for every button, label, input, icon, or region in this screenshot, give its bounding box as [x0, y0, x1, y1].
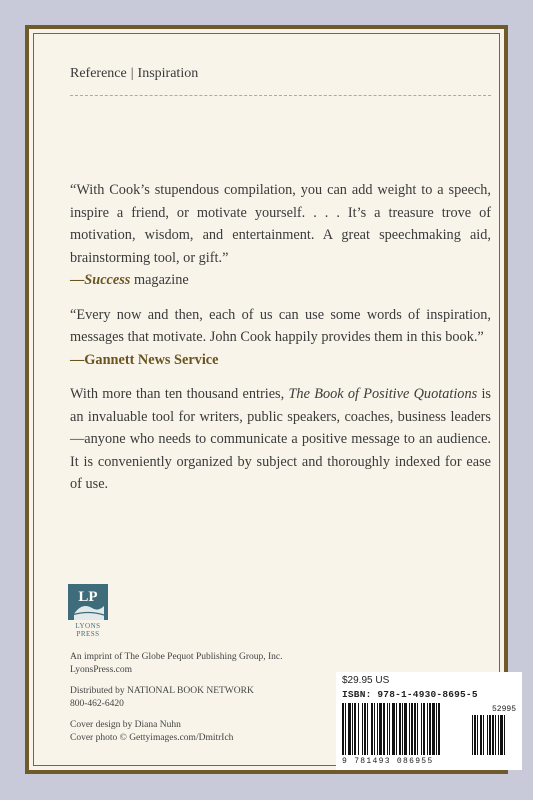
quote-gannett [70, 304, 491, 372]
barcode-number: 9 781493 086955 [342, 757, 434, 766]
quote-text: “Every now and then, each of us can use some words of inspiration, messages that motivate. John Cook happily provides them in this book.” [70, 306, 491, 345]
cover-photo-credit: Cover photo © Gettyimages.com/DmitrIch [70, 733, 234, 743]
quote-attribution: —Success magazine [70, 272, 189, 288]
imprint-info [70, 651, 330, 753]
website-text: LyonsPress.com [70, 665, 133, 675]
quote-attribution: —Gannett News Service [70, 351, 219, 368]
cream-panel [33, 33, 517, 766]
quote-text: “With Cook’s stupendous compilation, you can add weight to a speech, inspire a friend, or motivate yourself. . . . It’s a treasure trove of motivation, wisdom, and entertainment. A great speechmaking aid, brainstorming tool, or gift.” [70, 182, 491, 266]
barcode-bars [342, 703, 518, 757]
quote-success [70, 179, 491, 292]
svg-text:LYONS: LYONS [75, 622, 101, 630]
book-title: The Book of Positive Quotations [288, 386, 478, 402]
cover-design-credit: Cover design by Diana Nuhn [70, 720, 181, 730]
price-code: 52995 [492, 705, 517, 714]
category-label: Reference | Inspiration [70, 66, 199, 81]
blurb-content [70, 179, 491, 496]
isbn-label: ISBN: 978-1-4930-8695-5 [342, 689, 478, 700]
barcode-panel [336, 672, 522, 770]
distributor-line: Distributed by NATIONAL BOOK NETWORK [70, 686, 254, 696]
imprint-line: An imprint of The Globe Pequot Publishing Group, Inc. [70, 652, 283, 662]
gold-frame [25, 25, 517, 774]
book-description: With more than ten thousand entries, The Book of Positive Quotations is an invaluable tool for writers, public speakers, coaches, business leaders—anyone who needs to communicate a positive message to an audience. It is conveniently organized by subject and thoroughly indexed for ease of use. [70, 386, 491, 492]
price-label: $29.95 US [342, 675, 390, 686]
lyons-press-logo [68, 584, 108, 638]
phone-number: 800-462-6420 [70, 699, 124, 709]
svg-text:LP: LP [78, 589, 98, 605]
svg-text:PRESS: PRESS [76, 630, 100, 638]
dashed-divider [70, 95, 491, 96]
